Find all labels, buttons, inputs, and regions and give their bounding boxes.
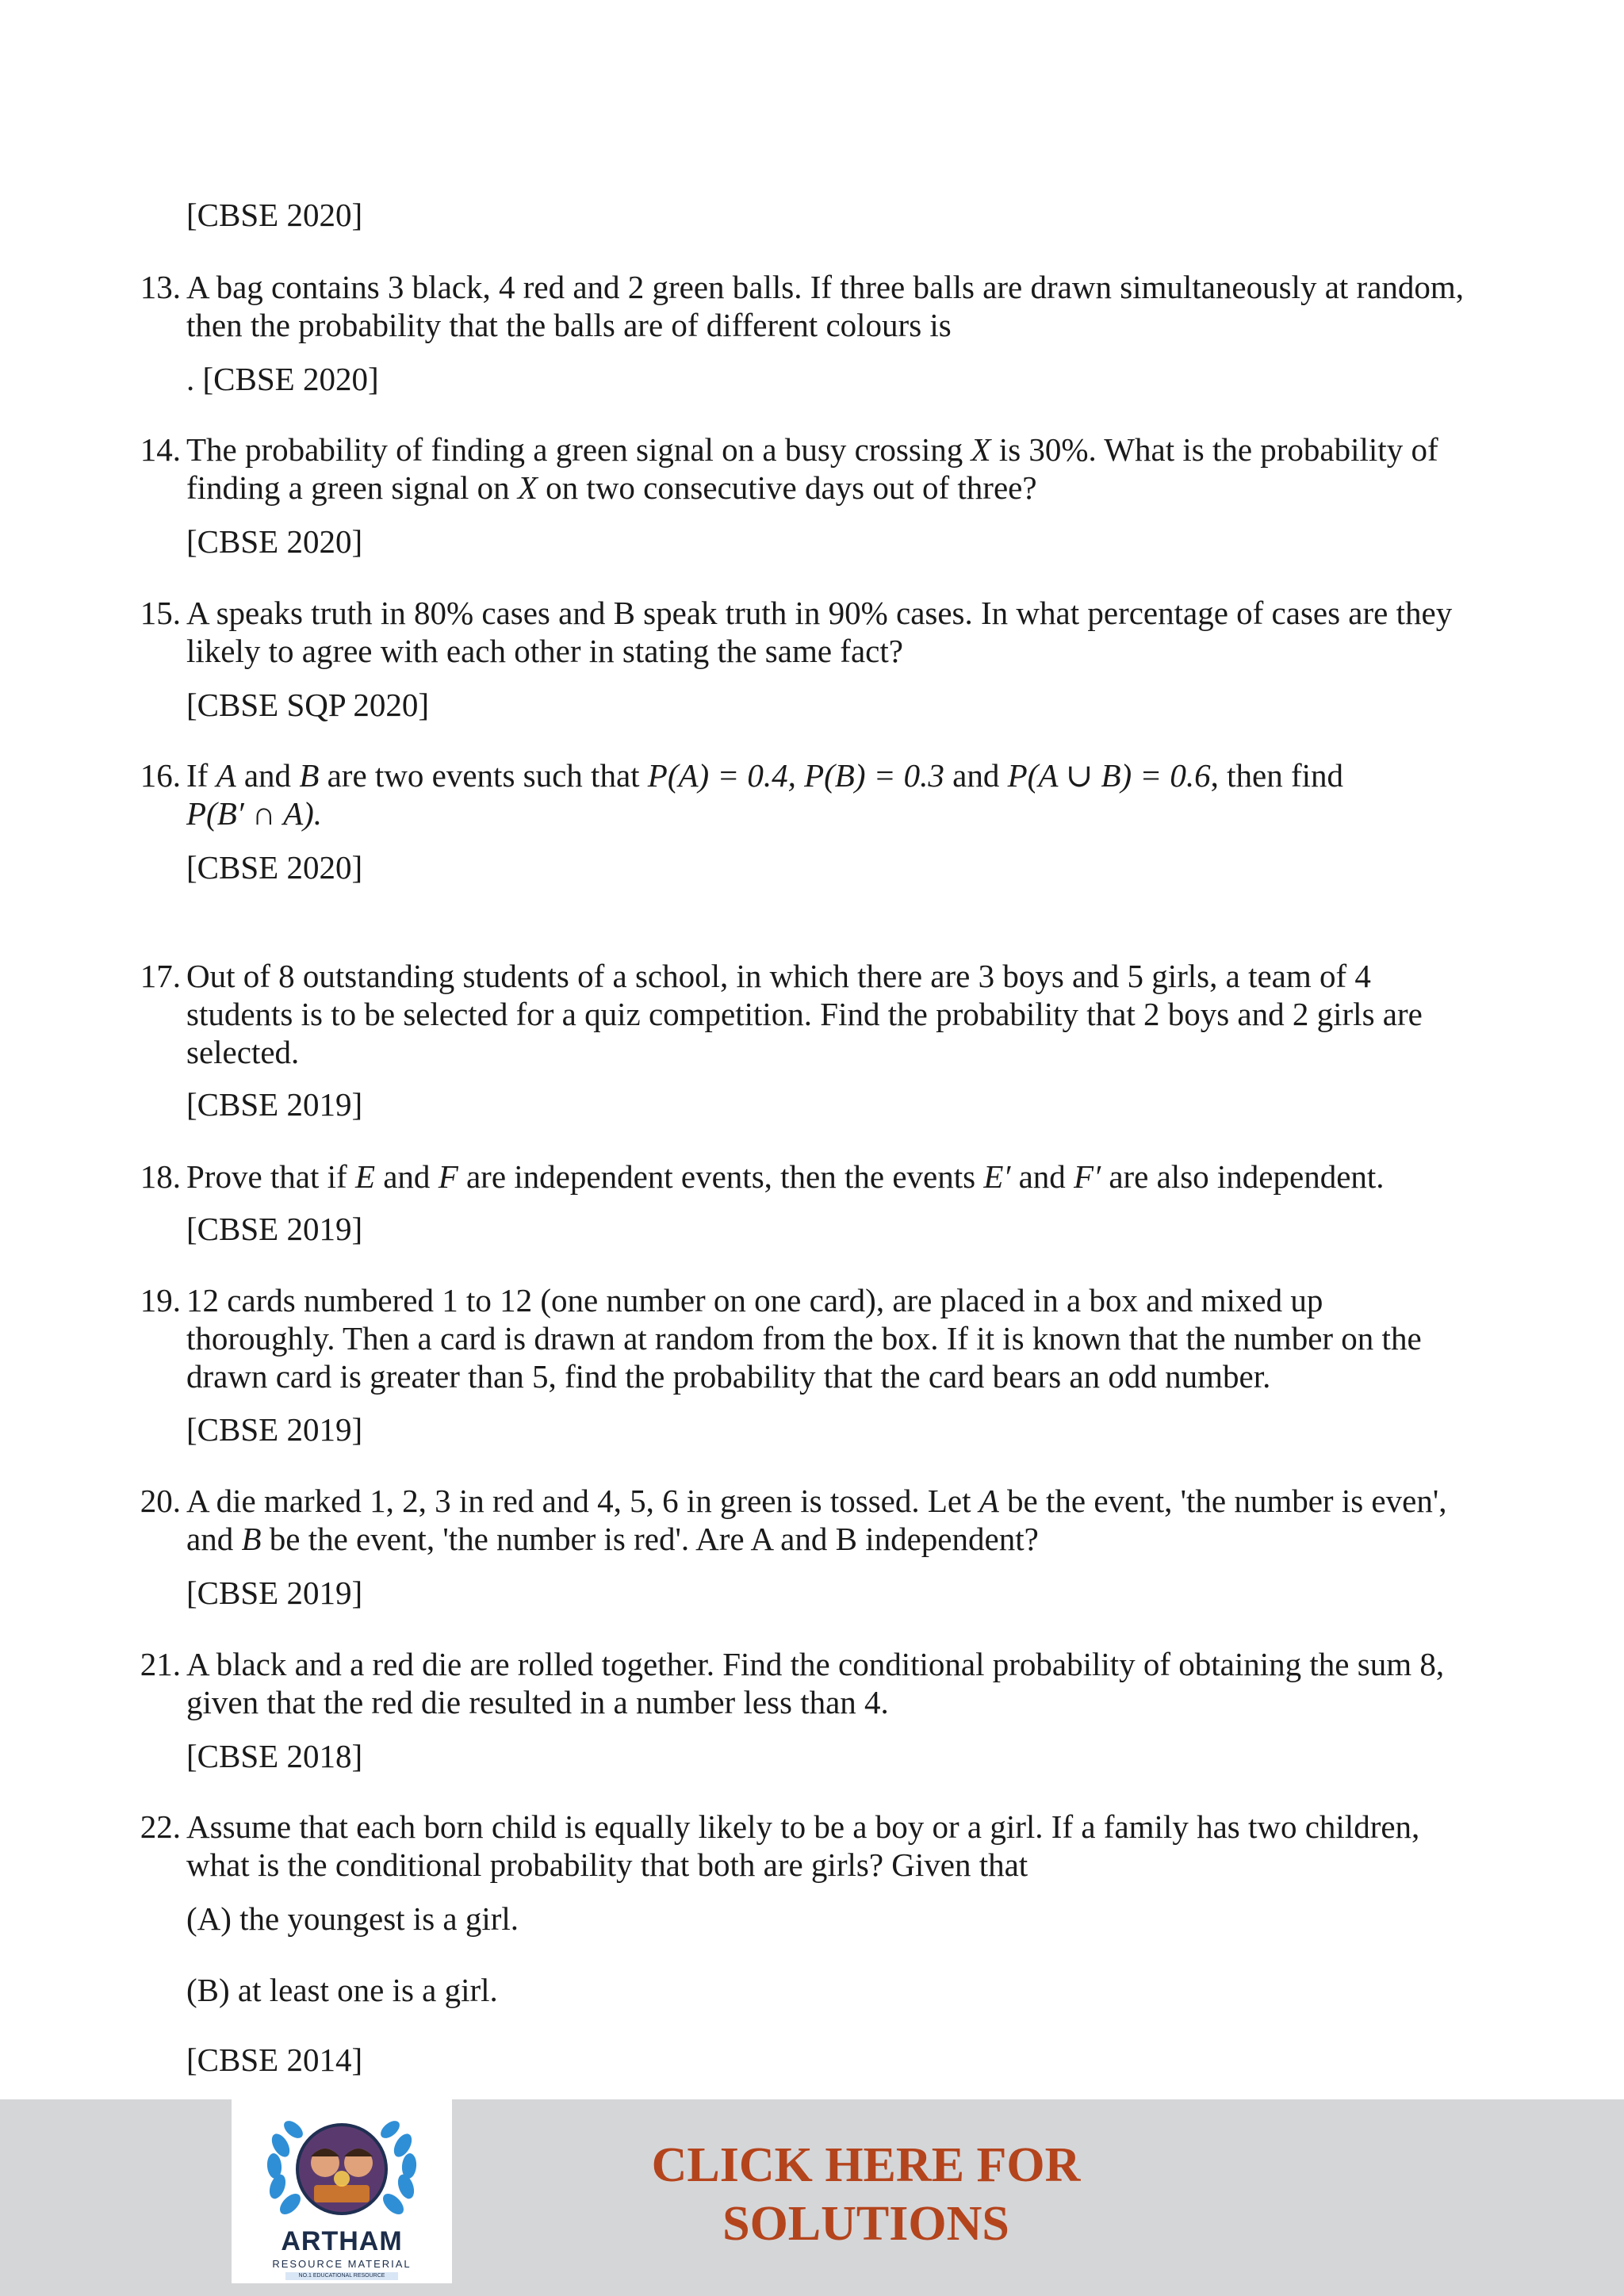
q16-source: [CBSE 2020] xyxy=(186,849,363,886)
cta-line1: CLICK HERE FOR xyxy=(651,2138,1081,2192)
q19-line2: thoroughly. Then a card is drawn at random from the box. If it is known that the number on the xyxy=(186,1320,1422,1357)
q22-line2: what is the conditional probability that both are girls? Given that xyxy=(186,1846,1028,1883)
q17-source: [CBSE 2019] xyxy=(186,1086,363,1123)
q21-line2: given that the red die resulted in a number less than 4. xyxy=(186,1684,889,1720)
logo-tagline: NO.1 EDUCATIONAL RESOURCE xyxy=(285,2272,398,2280)
q18-number: 18. xyxy=(140,1158,181,1195)
q17-line1: Out of 8 outstanding students of a school, in which there are 3 boys and 5 girls, a team of 4 xyxy=(186,958,1371,994)
q22-source: [CBSE 2014] xyxy=(186,2042,363,2078)
cta-line2: SOLUTIONS xyxy=(722,2197,1009,2251)
q20-number: 20. xyxy=(140,1483,181,1519)
laurel-emblem-icon xyxy=(232,2099,452,2226)
q16-line2: P(B′ ∩ A). xyxy=(186,795,323,832)
q20-source: [CBSE 2019] xyxy=(186,1575,363,1611)
q13-line1: A bag contains 3 black, 4 red and 2 green balls. If three balls are drawn simultaneously at random, xyxy=(186,269,1465,305)
click-here-for-solutions-link[interactable] xyxy=(555,2136,1177,2253)
q20-line2: and B be the event, 'the number is red'. Are A and B independent? xyxy=(186,1521,1039,1557)
logo-subtitle: RESOURCE MATERIAL xyxy=(272,2258,412,2270)
q15-number: 15. xyxy=(140,595,181,631)
q13-line2: then the probability that the balls are of different colours is xyxy=(186,307,952,343)
q19-number: 19. xyxy=(140,1282,181,1318)
logo-title: ARTHAM xyxy=(281,2226,403,2256)
q15-source: [CBSE SQP 2020] xyxy=(186,687,430,723)
q14-number: 14. xyxy=(140,431,181,468)
q21-number: 21. xyxy=(140,1646,181,1682)
q16-line1: If A and B are two events such that P(A) = 0.4, P(B) = 0.3 and P(A ∪ B) = 0.6, then find xyxy=(186,757,1343,794)
q19-line3: drawn card is greater than 5, find the probability that the card bears an odd number. xyxy=(186,1358,1271,1395)
q12-source: [CBSE 2020] xyxy=(186,197,363,233)
q22-number: 22. xyxy=(140,1808,181,1845)
q22-line1: Assume that each born child is equally likely to be a boy or a girl. If a family has two children, xyxy=(186,1808,1420,1845)
q20-line1: A die marked 1, 2, 3 in red and 4, 5, 6 in green is tossed. Let A be the event, 'the number is even', xyxy=(186,1483,1447,1519)
q14-line2: finding a green signal on X on two consecutive days out of three? xyxy=(186,469,1037,506)
q14-line1: The probability of finding a green signal on a busy crossing X is 30%. What is the probability of xyxy=(186,431,1438,468)
q17-line3: selected. xyxy=(186,1034,300,1070)
q18-source: [CBSE 2019] xyxy=(186,1211,363,1247)
q21-line1: A black and a red die are rolled together. Find the conditional probability of obtaining the sum 8, xyxy=(186,1646,1445,1682)
q13-source: . [CBSE 2020] xyxy=(186,361,379,397)
q19-line1: 12 cards numbered 1 to 12 (one number on one card), are placed in a box and mixed up xyxy=(186,1282,1323,1318)
q17-line2: students is to be selected for a quiz competition. Find the probability that 2 boys and 2 girls are xyxy=(186,996,1423,1032)
q16-number: 16. xyxy=(140,757,181,794)
q15-line1: A speaks truth in 80% cases and B speak truth in 90% cases. In what percentage of cases are they xyxy=(186,595,1453,631)
q22-option-a: (A) the youngest is a girl. xyxy=(186,1900,519,1937)
q13-number: 13. xyxy=(140,269,181,305)
q19-source: [CBSE 2019] xyxy=(186,1411,363,1448)
q21-source: [CBSE 2018] xyxy=(186,1738,363,1774)
q14-source: [CBSE 2020] xyxy=(186,523,363,560)
q18-line1: Prove that if E and F are independent events, then the events E′ and F′ are also independent. xyxy=(186,1158,1385,1195)
q17-number: 17. xyxy=(140,958,181,994)
q22-option-b: (B) at least one is a girl. xyxy=(186,1972,498,2008)
q15-line2: likely to agree with each other in stating the same fact? xyxy=(186,633,903,669)
artham-logo[interactable] xyxy=(232,2099,452,2283)
